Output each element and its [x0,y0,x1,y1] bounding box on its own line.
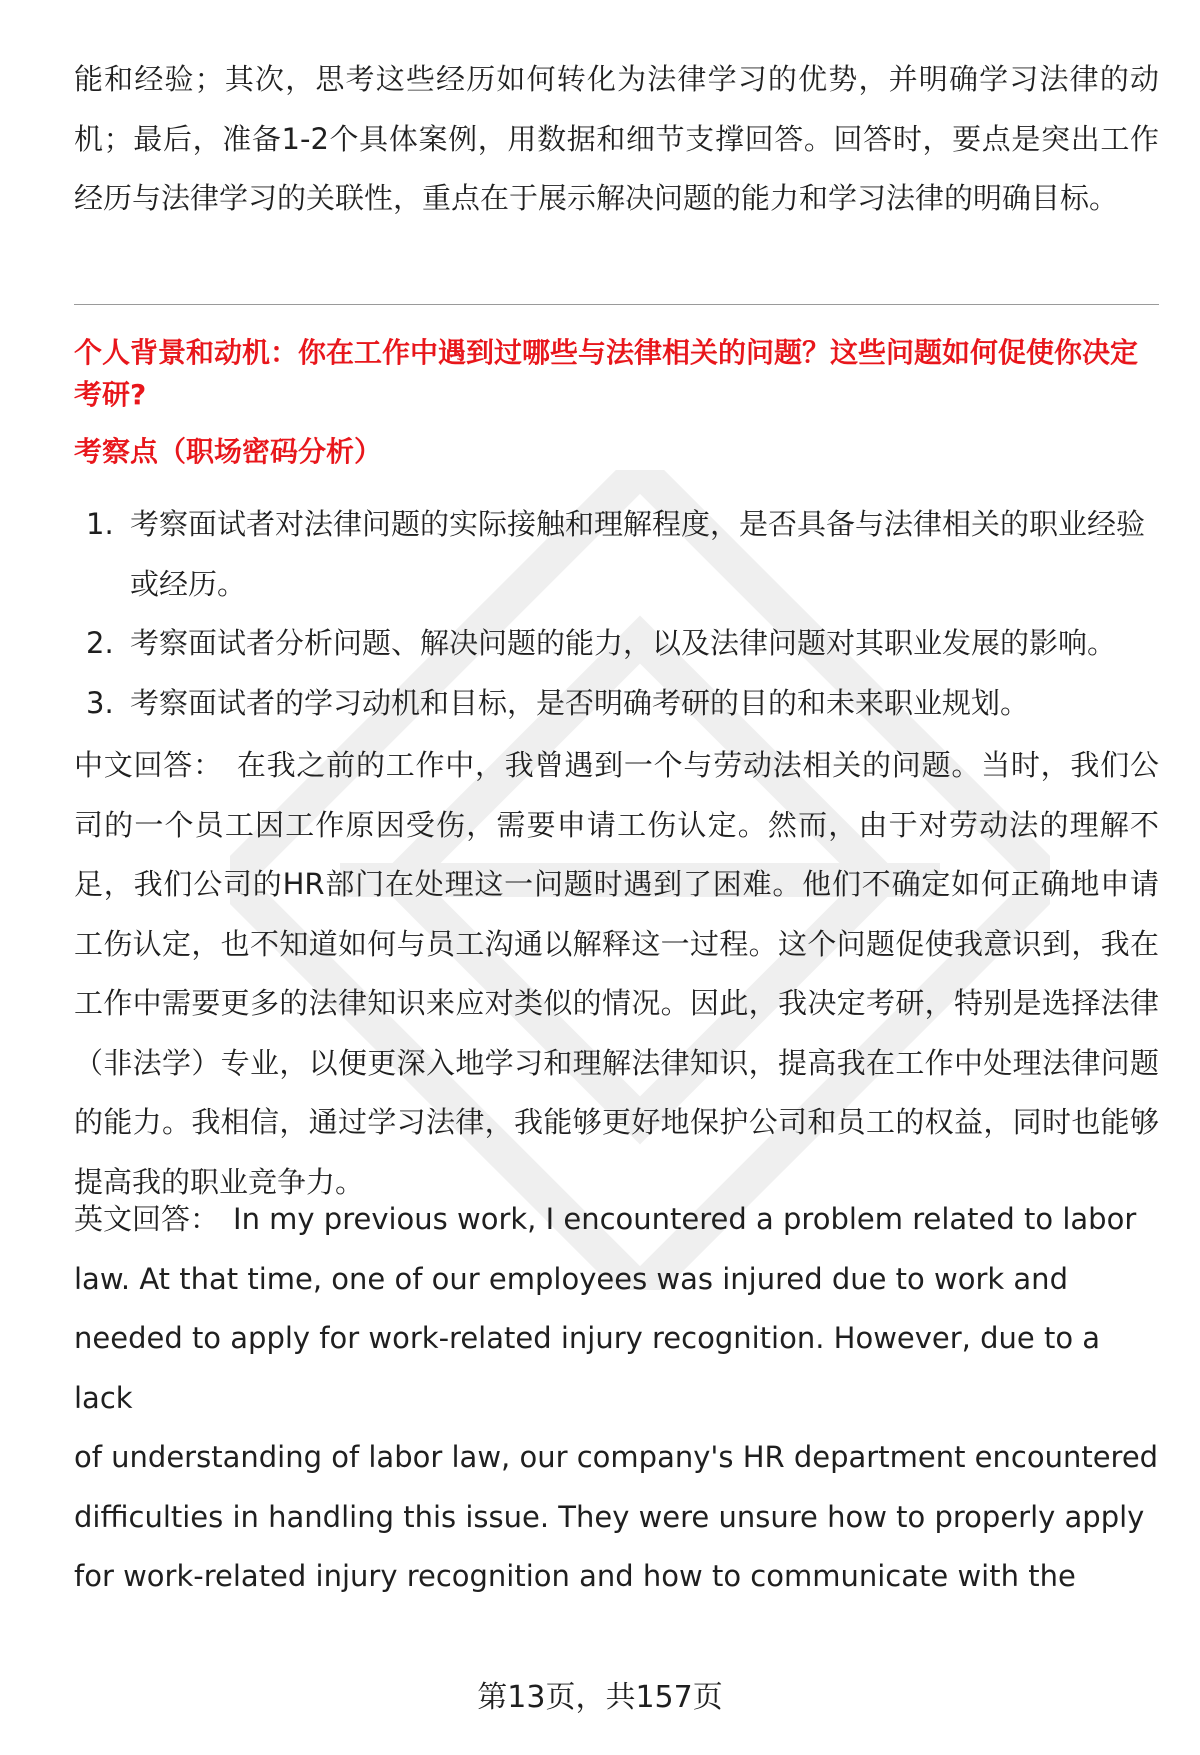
page-number-footer: 第13页，共157页 [477,1680,723,1715]
assessment-points-heading: 考察点（职场密码分析） [74,435,383,468]
list-item-number: 2. [86,626,114,660]
list-item-number: 3. [86,685,114,720]
english-answer [74,1190,1159,1607]
question-heading: 个人背景和动机：你在工作中遇到过哪些与法律相关的问题？这些问题如何促使你决定考研? [74,336,1139,411]
list-item [74,674,1159,734]
list-item-text: 考察面试者的学习动机和目标，是否明确考研的目的和未来职业规划。 [130,685,1030,720]
chinese-answer-label: 中文回答： [74,748,223,782]
english-answer-line: 英文回答： In my previous work, I encountered a problem related to labor [74,1202,1137,1236]
section-divider [74,304,1159,305]
list-item-number: 1. [86,507,114,541]
chinese-answer-text: 在我之前的工作中，我曾遇到一个与劳动法相关的问题。当时，我们公司的一个员工因工作原因受伤，需要申请工伤认定。然而，由于对劳动法的理解不足，我们公司的HR部门在处理这一问题时遇到了困难。他们不确定如何正确地申请工伤认定，也不知道如何与员工沟通以解释这一过程。这个问题促使我意识到，我在工作中需要更多的法律知识来应对类似的情况。因此，我决定考研，特别是选择法律（非法学）专业，以便更深入地学习和理解法律知识，提高我在工作中处理法律问题的能力。我相信，通过学习法律，我能够更好地保护公司和员工的权益，同时也能够提高我的职业竞争力。 [74,748,1159,1199]
english-answer-line: for work-related injury recognition and how to communicate with the [74,1559,1076,1593]
assessment-points-list [74,495,1159,733]
english-answer-line: law. At that time, one of our employees was injured due to work and [74,1261,1068,1296]
english-answer-line: of understanding of labor law, our company's HR department encountered [74,1440,1159,1474]
intro-paragraph: 能和经验；其次，思考这些经历如何转化为法律学习的优势，并明确学习法律的动机；最后，准备1-2个具体案例，用数据和细节支撑回答。回答时，要点是突出工作经历与法律学习的关联性，重点在于展示解决问题的能力和学习法律的明确目标。 [74,62,1159,215]
list-item-text: 考察面试者对法律问题的实际接触和理解程度，是否具备与法律相关的职业经验或经历。 [130,507,1146,601]
english-answer-line: difficulties in handling this issue. They were unsure how to properly apply [74,1499,1145,1534]
list-item-text: 考察面试者分析问题、解决问题的能力，以及法律问题对其职业发展的影响。 [130,626,1117,660]
chinese-answer [74,736,1159,1212]
list-item [74,614,1159,674]
english-answer-line: needed to apply for work-related injury recognition. However, due to a lack [74,1321,1101,1415]
english-answer-label: 英文回答： [74,1202,220,1236]
list-item [74,495,1159,614]
